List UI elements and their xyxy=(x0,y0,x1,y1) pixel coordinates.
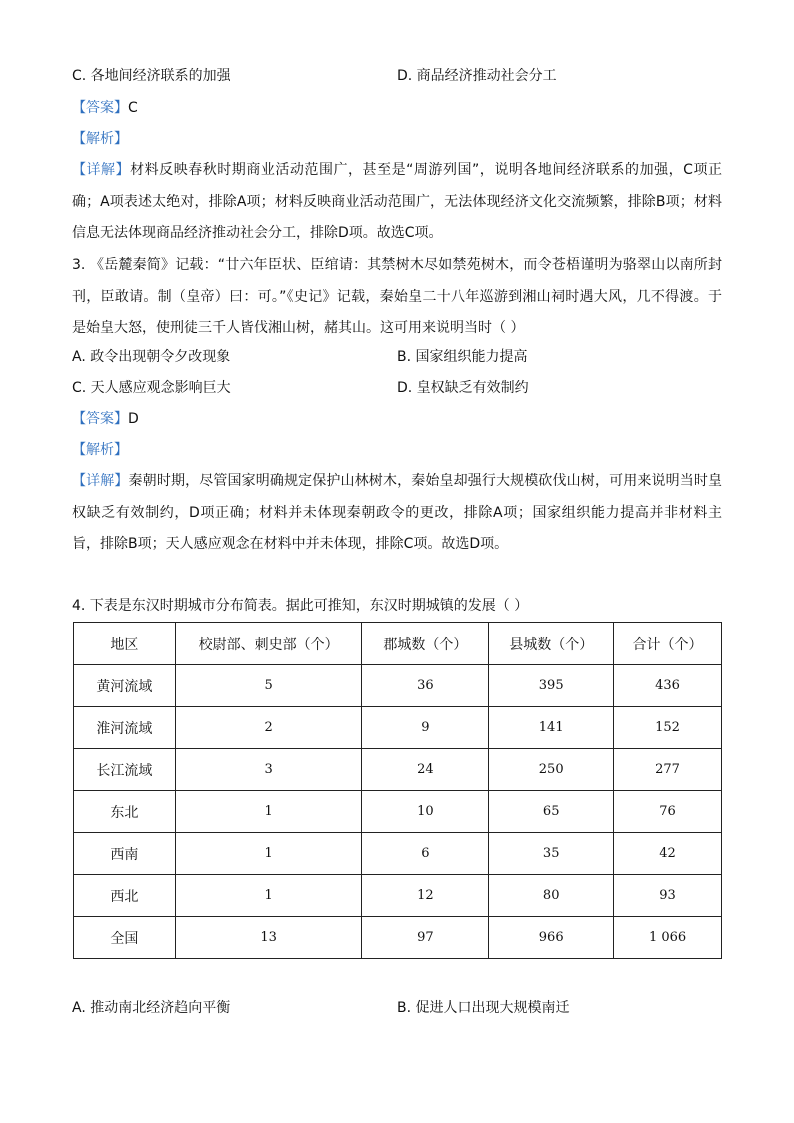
detail-text: 秦朝时期，尽管国家明确规定保护山林树木，秦始皇却强行大规模砍伐山树，可用来说明当时皇权缺乏有效制约，D项正确；材料并未体现秦朝政令的更改，排除A项；国家组织能力提高并非材料主旨，排除B项；天人感应观念在材料中并未体现，排除C项。故选D项。 xyxy=(72,473,723,552)
header-county-cities: 县城数（个） xyxy=(489,623,614,665)
header-region: 地区 xyxy=(74,623,176,665)
q2-detail xyxy=(72,155,722,250)
header-commandery-office: 校尉部、刺史部（个） xyxy=(175,623,362,665)
q4-option-b: B. 促进人口出现大规模南迁 xyxy=(397,1000,570,1016)
cell-value: 24 xyxy=(362,749,489,791)
cell-value: 6 xyxy=(362,833,489,875)
cell-value: 13 xyxy=(175,917,362,959)
q4-option-a: A. 推动南北经济趋向平衡 xyxy=(72,1000,231,1016)
q2-answer xyxy=(72,98,138,118)
cell-value: 93 xyxy=(614,875,722,917)
header-prefecture-cities: 郡城数（个） xyxy=(362,623,489,665)
cell-value: 1 066 xyxy=(614,917,722,959)
q3-detail xyxy=(72,466,722,561)
cell-value: 36 xyxy=(362,665,489,707)
table-row xyxy=(74,665,722,707)
table-row xyxy=(74,875,722,917)
header-total: 合计（个） xyxy=(614,623,722,665)
cell-value: 76 xyxy=(614,791,722,833)
q3-stem: 3. 《岳麓秦简》记载：“廿六年臣状、臣绾请：其禁树木尽如禁苑树木，而令苍梧谨明为骆翠山以南所封刊，臣敢请。制（皇帝）曰：可。”《史记》记载，秦始皇二十八年巡游到湘山祠时遇大风，几不得渡。于是始皇大怒，使刑徒三千人皆伐湘山树，赭其山。这可用来说明当时（ ） xyxy=(72,257,722,336)
cell-value: 395 xyxy=(489,665,614,707)
cell-value: 80 xyxy=(489,875,614,917)
cell-region: 黄河流域 xyxy=(74,665,176,707)
cell-value: 97 xyxy=(362,917,489,959)
cell-value: 277 xyxy=(614,749,722,791)
cell-value: 1 xyxy=(175,833,362,875)
cell-region: 西南 xyxy=(74,833,176,875)
q3-analysis-label: 【解析】 xyxy=(72,442,128,458)
cell-value: 1 xyxy=(175,791,362,833)
cell-region: 淮河流域 xyxy=(74,707,176,749)
q4-stem: 4. 下表是东汉时期城市分布简表。据此可推知，东汉时期城镇的发展（ ） xyxy=(72,598,529,614)
detail-tag: 【详解】 xyxy=(72,473,129,489)
cell-value: 250 xyxy=(489,749,614,791)
table-row xyxy=(74,707,722,749)
cell-value: 35 xyxy=(489,833,614,875)
table-row xyxy=(74,917,722,959)
cell-value: 2 xyxy=(175,707,362,749)
cell-region: 西北 xyxy=(74,875,176,917)
detail-tag: 【详解】 xyxy=(72,162,131,178)
cell-value: 3 xyxy=(175,749,362,791)
q3-option-d: D. 皇权缺乏有效制约 xyxy=(397,380,529,396)
q2-analysis-label: 【解析】 xyxy=(72,131,128,147)
q3-option-c: C. 天人感应观念影响巨大 xyxy=(72,380,231,396)
cell-value: 9 xyxy=(362,707,489,749)
q2-option-c: C. 各地间经济联系的加强 xyxy=(72,68,231,84)
table-row xyxy=(74,791,722,833)
table-header-row xyxy=(74,623,722,665)
table-row xyxy=(74,833,722,875)
cell-value: 65 xyxy=(489,791,614,833)
cell-value: 10 xyxy=(362,791,489,833)
answer-value: C xyxy=(128,100,138,116)
cell-value: 141 xyxy=(489,707,614,749)
cell-value: 1 xyxy=(175,875,362,917)
cell-value: 42 xyxy=(614,833,722,875)
table-row xyxy=(74,749,722,791)
cell-value: 12 xyxy=(362,875,489,917)
cell-region: 全国 xyxy=(74,917,176,959)
cell-region: 长江流域 xyxy=(74,749,176,791)
q3-option-b: B. 国家组织能力提高 xyxy=(397,349,528,365)
answer-tag: 【答案】 xyxy=(72,411,128,427)
q3-option-a: A. 政令出现朝令夕改现象 xyxy=(72,349,231,365)
detail-text: 材料反映春秋时期商业活动范围广，甚至是“周游列国”，说明各地间经济联系的加强，C项正确；A项表述太绝对，排除A项；材料反映商业活动范围广，无法体现经济文化交流频繁，排除B项；材料信息无法体现商品经济推动社会分工，排除D项。故选C项。 xyxy=(72,162,722,241)
cell-value: 152 xyxy=(614,707,722,749)
answer-tag: 【答案】 xyxy=(72,100,128,116)
cell-value: 436 xyxy=(614,665,722,707)
cell-value: 966 xyxy=(489,917,614,959)
city-distribution-table xyxy=(73,622,722,959)
q2-option-d: D. 商品经济推动社会分工 xyxy=(397,68,557,84)
answer-value: D xyxy=(128,411,139,427)
cell-region: 东北 xyxy=(74,791,176,833)
q3-answer xyxy=(72,409,139,429)
cell-value: 5 xyxy=(175,665,362,707)
